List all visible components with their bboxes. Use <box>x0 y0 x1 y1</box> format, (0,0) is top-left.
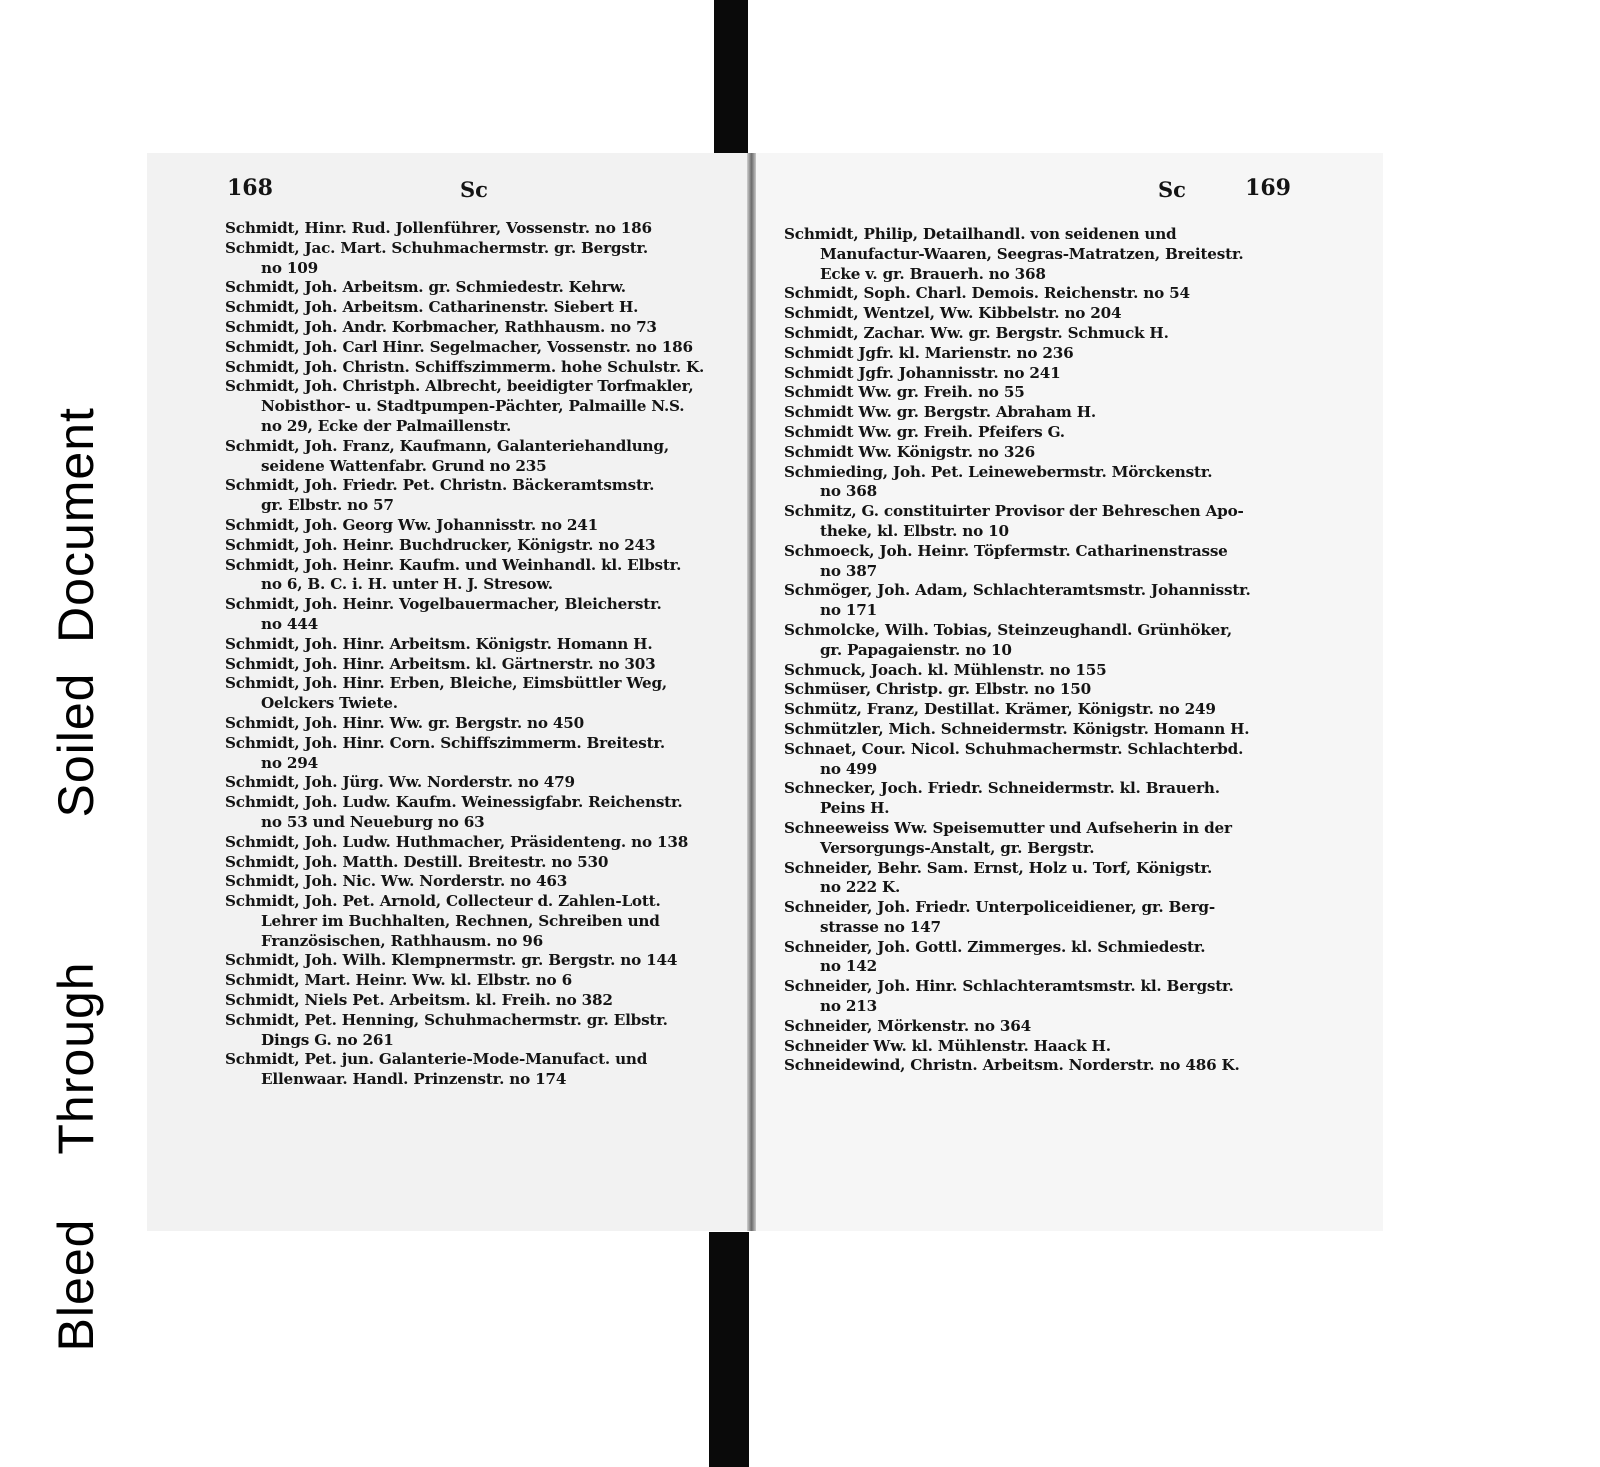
entry-line: Oelckers Twiete. <box>261 694 398 713</box>
entry-line: Versorgungs-Anstalt, gr. Bergstr. <box>820 838 1095 857</box>
entry-line: Schmidt Ww. gr. Bergstr. Abraham H. <box>784 403 1096 422</box>
entry-line: Schmidt, Soph. Charl. Demois. Reichenstr. no 54 <box>784 284 1190 303</box>
entry-line: Schmidt, Joh. Pet. Arnold, Collecteur d. Zahlen-Lott. <box>225 892 661 911</box>
entry-line: Schmöger, Joh. Adam, Schlachteramtsmstr. Johannisstr. <box>784 581 1251 600</box>
binding-tab-bottom <box>709 1232 749 1467</box>
book-spread <box>147 153 1383 1231</box>
entry-line: Schmitz, G. constituirter Provisor der Behreschen Apo- <box>784 502 1244 521</box>
entry-line: no 213 <box>820 997 877 1016</box>
entry-line: Schmüser, Christp. gr. Elbstr. no 150 <box>784 680 1091 699</box>
entry-line: no 109 <box>261 258 318 277</box>
entry-line: Schmidt, Joh. Jürg. Ww. Norderstr. no 479 <box>225 773 575 792</box>
right-page-number: 169 <box>1245 175 1291 201</box>
entry-line: Schmidt, Joh. Hinr. Erben, Bleiche, Eimsbüttler Weg, <box>225 674 667 693</box>
entry-line: seidene Wattenfabr. Grund no 235 <box>261 456 547 475</box>
right-entry-list <box>784 225 1284 1076</box>
entry-line: no 294 <box>261 753 318 772</box>
entry-line: Schmidt, Zachar. Ww. gr. Bergstr. Schmuck H. <box>784 323 1169 342</box>
entry-line: Schmidt, Joh. Matth. Destill. Breitestr. no 530 <box>225 852 609 871</box>
left-page-number: 168 <box>227 175 273 201</box>
entry-line: Schmolcke, Wilh. Tobias, Steinzeughandl. Grünhöker, <box>784 620 1232 639</box>
entry-line: Nobisthor- u. Stadtpumpen-Pächter, Palmaille N.S. <box>261 397 685 416</box>
entry-line: Schmidt, Mart. Heinr. Ww. kl. Elbstr. no 6 <box>225 971 572 990</box>
entry-line: Schmidt, Philip, Detailhandl. von seidenen und <box>784 225 1177 243</box>
entry-line: no 368 <box>820 482 877 501</box>
entry-line: Schmidt, Pet. jun. Galanterie-Mode-Manufact. und <box>225 1050 648 1069</box>
side-label-soiled: Soiled <box>48 672 104 818</box>
entry-line: Schmidt, Joh. Heinr. Buchdrucker, Königstr. no 243 <box>225 535 656 554</box>
entry-line: no 171 <box>820 601 877 620</box>
entry-line: strasse no 147 <box>820 917 941 936</box>
entry-line: Schnaet, Cour. Nicol. Schuhmachermstr. Schlachterbd. <box>784 739 1244 758</box>
entry-line: Schmoeck, Joh. Heinr. Töpfermstr. Catharinenstrasse <box>784 541 1228 560</box>
entry-line: Ecke v. gr. Brauerh. no 368 <box>820 264 1046 283</box>
entry-line: Schmidt, Joh. Christph. Albrecht, beeidigter Torfmakler, <box>225 377 694 396</box>
entry-line: Schnecker, Joch. Friedr. Schneidermstr. kl. Brauerh. <box>784 779 1220 798</box>
entry-line: Schmidt, Joh. Heinr. Vogelbauermacher, Bleicherstr. <box>225 595 662 614</box>
entry-line: Schmidt, Joh. Arbeitsm. gr. Schmiedestr. Kehrw. <box>225 278 626 297</box>
entry-line: no 499 <box>820 759 877 778</box>
entry-line: no 142 <box>820 957 877 976</box>
entry-line: Schneider, Joh. Hinr. Schlachteramtsmstr. kl. Bergstr. <box>784 977 1234 996</box>
entry-line: Schneider Ww. kl. Mühlenstr. Haack H. <box>784 1036 1111 1055</box>
entry-line: Schmidt Ww. gr. Freih. no 55 <box>784 383 1025 402</box>
entry-line: Schmidt, Niels Pet. Arbeitsm. kl. Freih. no 382 <box>225 991 613 1010</box>
entry-line: gr. Elbstr. no 57 <box>261 496 394 515</box>
entry-line: Schmidt, Joh. Christn. Schiffszimmerm. hohe Schulstr. K. <box>225 357 705 376</box>
side-label-through: Through <box>48 961 104 1155</box>
entry-line: theke, kl. Elbstr. no 10 <box>820 521 1009 540</box>
entry-line: Schmidt, Joh. Carl Hinr. Segelmacher, Vossenstr. no 186 <box>225 337 693 356</box>
entry-line: Schneidewind, Christn. Arbeitsm. Norderstr. no 486 K. <box>784 1056 1240 1075</box>
entry-line: Dings G. no 261 <box>261 1030 394 1049</box>
right-running-head: Sc <box>1158 177 1186 202</box>
right-page <box>756 153 1383 1231</box>
side-label-bleed: Bleed <box>48 1218 104 1352</box>
entry-line: no 53 und Neueburg no 63 <box>261 812 485 831</box>
entry-line: Ellenwaar. Handl. Prinzenstr. no 174 <box>261 1070 567 1089</box>
entry-line: Schmidt, Joh. Hinr. Arbeitsm. kl. Gärtnerstr. no 303 <box>225 654 656 673</box>
entry-line: Schmidt, Joh. Wilh. Klempnermstr. gr. Bergstr. no 144 <box>225 951 678 970</box>
entry-line: no 6, B. C. i. H. unter H. J. Stresow. <box>261 575 553 594</box>
left-entry-list <box>225 219 725 1090</box>
entry-line: Schneider, Mörkenstr. no 364 <box>784 1016 1031 1035</box>
entry-line: Schmidt, Wentzel, Ww. Kibbelstr. no 204 <box>784 304 1122 323</box>
entry-line: Schmidt, Jac. Mart. Schuhmachermstr. gr. Bergstr. <box>225 238 649 257</box>
entry-line: Schmidt, Joh. Hinr. Ww. gr. Bergstr. no 450 <box>225 713 584 732</box>
left-page <box>147 153 749 1231</box>
entry-line: Schmidt Ww. gr. Freih. Pfeifers G. <box>784 422 1065 441</box>
entry-line: Schmütz, Franz, Destillat. Krämer, Königstr. no 249 <box>784 700 1216 719</box>
entry-line: Schmuck, Joach. kl. Mühlenstr. no 155 <box>784 660 1107 679</box>
entry-line: Schmidt, Joh. Friedr. Pet. Christn. Bäckeramtsmstr. <box>225 476 655 495</box>
left-running-head: Sc <box>460 177 488 202</box>
side-label-document: Document <box>48 407 104 643</box>
entry-line: gr. Papagaienstr. no 10 <box>820 640 1012 659</box>
entry-line: Schmidt, Joh. Andr. Korbmacher, Rathhausm. no 73 <box>225 317 657 336</box>
entry-line: Peins H. <box>820 799 890 818</box>
entry-line: Schmützler, Mich. Schneidermstr. Königstr. Homann H. <box>784 719 1250 738</box>
entry-line: Schmidt Jgfr. Johannisstr. no 241 <box>784 363 1061 382</box>
entry-line: Schmidt, Joh. Arbeitsm. Catharinenstr. Siebert H. <box>225 298 639 317</box>
entry-line: Schmidt, Joh. Heinr. Kaufm. und Weinhandl. kl. Elbstr. <box>225 555 682 574</box>
entry-line: Schmidt, Joh. Ludw. Kaufm. Weinessigfabr. Reichenstr. <box>225 793 683 812</box>
entry-line: Französischen, Rathhausm. no 96 <box>261 931 543 950</box>
entry-line: Schmidt Ww. Königstr. no 326 <box>784 442 1035 461</box>
binding-tab-top <box>714 0 748 157</box>
entry-line: Schmidt, Joh. Ludw. Huthmacher, Präsidenteng. no 138 <box>225 832 689 851</box>
entry-line: Schmidt, Joh. Hinr. Corn. Schiffszimmerm. Breitestr. <box>225 733 665 752</box>
entry-line: Schneider, Behr. Sam. Ernst, Holz u. Torf, Königstr. <box>784 858 1213 877</box>
entry-line: Schmieding, Joh. Pet. Leinewebermstr. Mörckenstr. <box>784 462 1213 481</box>
entry-line: Schmidt, Joh. Georg Ww. Johannisstr. no 241 <box>225 515 598 534</box>
entry-line: Schmidt, Hinr. Rud. Jollenführer, Vossenstr. no 186 <box>225 219 652 237</box>
entry-line: Schmidt Jgfr. kl. Marienstr. no 236 <box>784 343 1074 362</box>
entry-line: Schmidt, Joh. Nic. Ww. Norderstr. no 463 <box>225 872 568 891</box>
book-gutter <box>747 153 756 1231</box>
entry-line: no 222 K. <box>820 878 901 897</box>
entry-line: no 387 <box>820 561 877 580</box>
entry-line: Lehrer im Buchhalten, Rechnen, Schreiben und <box>261 911 660 930</box>
entry-line: Schneider, Joh. Gottl. Zimmerges. kl. Schmiedestr. <box>784 937 1206 956</box>
entry-line: Manufactur-Waaren, Seegras-Matratzen, Breitestr. <box>820 244 1244 263</box>
side-label <box>48 180 104 1352</box>
entry-line: Schmidt, Joh. Hinr. Arbeitsm. Königstr. Homann H. <box>225 634 653 653</box>
entry-line: Schmidt, Pet. Henning, Schuhmachermstr. gr. Elbstr. <box>225 1010 668 1029</box>
entry-line: Schneeweiss Ww. Speisemutter und Aufseherin in der <box>784 818 1232 837</box>
entry-line: Schmidt, Joh. Franz, Kaufmann, Galanteriehandlung, <box>225 436 669 455</box>
entry-line: Schneider, Joh. Friedr. Unterpoliceidiener, gr. Berg- <box>784 898 1215 917</box>
entry-line: no 29, Ecke der Palmaillenstr. <box>261 416 512 435</box>
entry-line: no 444 <box>261 614 318 633</box>
